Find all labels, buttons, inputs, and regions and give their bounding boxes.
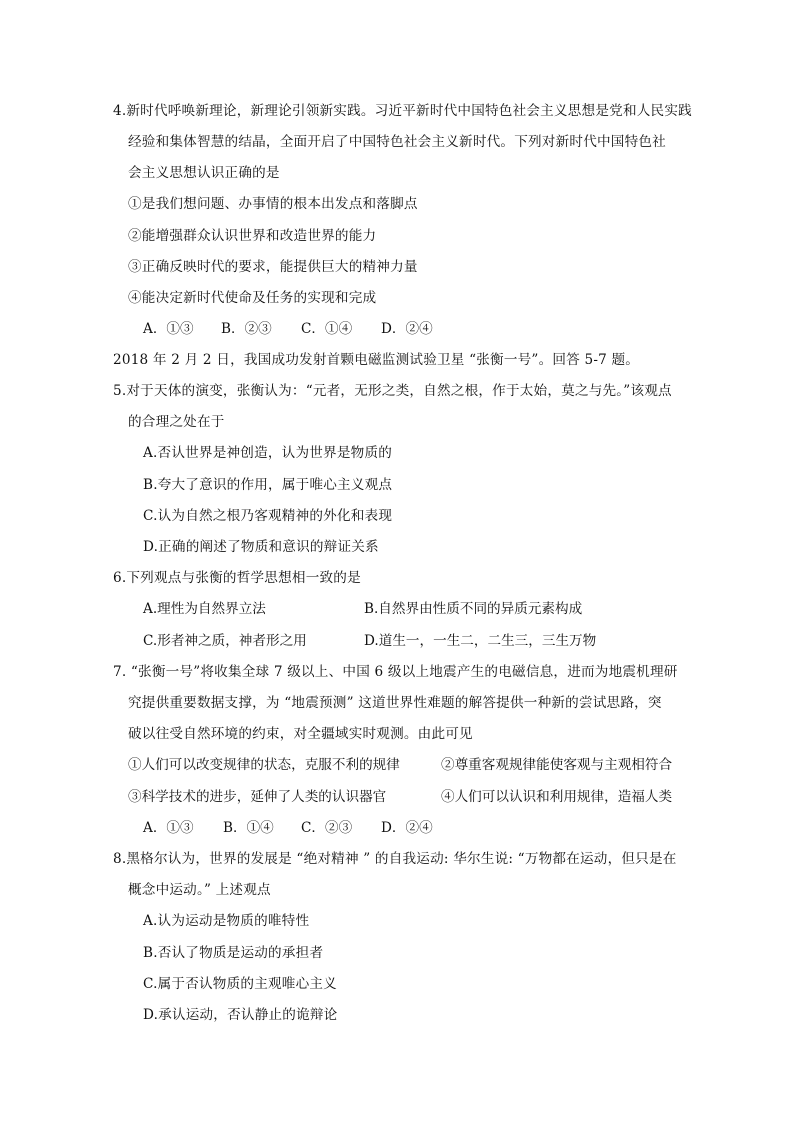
- section-intro: 2018 年 2 月 2 日，我国成功发射首颗电磁监测试验卫星 “张衡一号”。回答 5-7 题。: [113, 352, 640, 368]
- q6-option-b[interactable]: B.自然界由性质不同的异质元素构成: [364, 601, 583, 617]
- q5-stem-line-2: 的合理之处在于: [128, 414, 225, 430]
- q7-item-3: ③科学技术的进步，延伸了人类的认识器官: [128, 789, 387, 805]
- q7-choice-d[interactable]: D．②④: [381, 820, 433, 836]
- q7-choice-c[interactable]: C．②③: [301, 820, 353, 836]
- q7-item-2: ②尊重客观规律能使客观与主观相符合: [441, 757, 673, 773]
- q4-item-2: ②能增强群众认识世界和改造世界的能力: [128, 228, 377, 244]
- q4-choice-a[interactable]: A．①③: [143, 321, 194, 337]
- q7-choices: [143, 818, 433, 838]
- q4-choice-c[interactable]: C．①④: [301, 321, 353, 337]
- q8-option-b[interactable]: B.否认了物质是运动的承担者: [143, 945, 324, 961]
- q4-item-3: ③正确反映时代的要求，能提供巨大的精神力量: [128, 259, 418, 275]
- q8-option-d[interactable]: D.承认运动，否认静止的诡辩论: [143, 1007, 338, 1023]
- q7-stem-line-2: 究提供重要数据支撑，为 “地震预测” 这道世界性难题的解答提供一种新的尝试思路，突: [128, 695, 662, 711]
- q4-stem-line-3: 会主义思想认识正确的是: [128, 165, 280, 181]
- q7-stem-line-3: 破以往受自然环境的约束，对全疆域实时观测。由此可见: [128, 726, 473, 742]
- q4-choices: [143, 319, 433, 339]
- q6-stem: 6.下列观点与张衡的哲学思想相一致的是: [113, 570, 361, 586]
- q8-stem-line-1: 8.黑格尔认为，世界的发展是 “绝对精神 ” 的自我运动: 华尔生说: “万物都在运动，但只是在: [113, 851, 677, 867]
- q5-stem-line-1: 5.对于天体的演变，张衡认为：“元者，无形之类，自然之根，作于太始，莫之与先。”该观点: [113, 383, 672, 399]
- q7-choice-b[interactable]: B．①④: [223, 820, 274, 836]
- q8-option-a[interactable]: A.认为运动是物质的唯特性: [143, 913, 310, 929]
- q5-option-d[interactable]: D.正确的阐述了物质和意识的辩证关系: [143, 539, 379, 555]
- q7-item-1: ①人们可以改变规律的状态，克服不利的规律: [128, 757, 400, 773]
- q4-choice-d[interactable]: D．②④: [381, 321, 433, 337]
- q6-option-c[interactable]: C.形者神之质，神者形之用: [143, 633, 307, 649]
- q4-item-4: ④能决定新时代使命及任务的实现和完成: [128, 290, 377, 306]
- q7-stem-line-1: 7. “张衡一号”将收集全球 7 级以上、中国 6 级以上地震产生的电磁信息，进而为地震机理研: [113, 664, 678, 680]
- q8-option-c[interactable]: C.属于否认物质的主观唯心主义: [143, 976, 337, 992]
- q4-stem-line-2: 经验和集体智慧的结晶，全面开启了中国特色社会主义新时代。下列对新时代中国特色社: [128, 134, 666, 150]
- q4-stem-line-1: 4.新时代呼唤新理论，新理论引领新实践。习近平新时代中国特色社会主义思想是党和人民实践: [113, 103, 692, 119]
- q6-option-a[interactable]: A.理性为自然界立法: [143, 601, 266, 617]
- q4-choice-b[interactable]: B．②③: [221, 321, 272, 337]
- q7-choice-a[interactable]: A．①③: [143, 820, 194, 836]
- q4-item-1: ①是我们想问题、办事情的根本出发点和落脚点: [128, 196, 418, 212]
- q8-stem-line-2: 概念中运动。” 上述观点: [128, 882, 271, 898]
- q6-option-d[interactable]: D.道生一，一生二，二生三，三生万物: [364, 633, 597, 649]
- q7-item-4: ④人们可以认识和利用规律，造福人类: [441, 789, 673, 805]
- q5-option-a[interactable]: A.否认世界是神创造，认为世界是物质的: [143, 445, 393, 461]
- q5-option-b[interactable]: B.夸大了意识的作用，属于唯心主义观点: [143, 477, 393, 493]
- q5-option-c[interactable]: C.认为自然之根乃客观精神的外化和表现: [143, 508, 393, 524]
